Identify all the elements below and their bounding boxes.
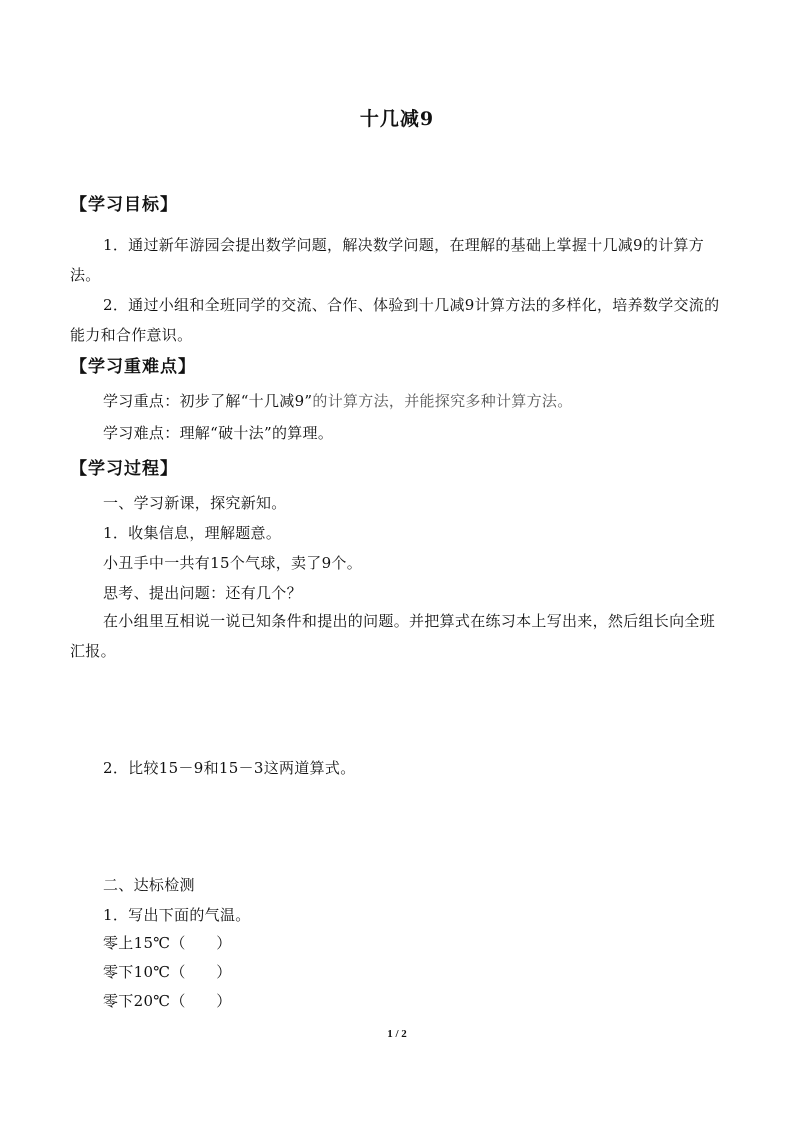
- part1-title: 一、学习新课，探究新知。: [103, 494, 287, 512]
- goal-item-2: 2．通过小组和全班同学的交流、合作、体验到十几减9计算方法的多样化，培养数学交流的能力和合作意识。: [70, 296, 720, 344]
- step1-info: 小丑手中一共有15个气球，卖了9个。: [103, 554, 363, 572]
- section-heading-goals: 【学习目标】: [70, 195, 178, 215]
- exercise1-title: 1．写出下面的气温。: [103, 906, 251, 924]
- section-heading-key-points: 【学习重难点】: [70, 357, 196, 377]
- key-point-focus-label: 学习重点：初步了解“十几减9”: [103, 392, 313, 410]
- key-point-focus-rest: 的计算方法，并能探究多种计算方法。: [312, 392, 573, 410]
- exercise1-item-2: 零下10℃（ ）: [103, 963, 232, 981]
- exercise1-item-1: 零上15℃（ ）: [103, 934, 232, 952]
- step1-instruction: 在小组里互相说一说已知条件和提出的问题。并把算式在练习本上写出来，然后组长向全班汇报。: [70, 612, 716, 660]
- key-point-difficulty: 学习难点：理解“破十法”的算理。: [103, 424, 334, 442]
- step2: 2．比较15－9和15－3这两道算式。: [103, 759, 356, 777]
- step1-question: 思考、提出问题：还有几个？: [103, 584, 302, 602]
- step1-title: 1．收集信息，理解题意。: [103, 524, 282, 542]
- key-point-focus: [103, 386, 723, 416]
- goal-item-1: 1．通过新年游园会提出数学问题，解决数学问题，在理解的基础上掌握十几减9的计算方法。: [70, 236, 705, 284]
- page-title: 十几减9: [359, 108, 435, 130]
- exercise1-item-3: 零下20℃（ ）: [103, 992, 232, 1010]
- part2-title: 二、达标检测: [103, 876, 195, 894]
- section-heading-process: 【学习过程】: [70, 459, 178, 479]
- page-number: 1 / 2: [387, 1028, 407, 1040]
